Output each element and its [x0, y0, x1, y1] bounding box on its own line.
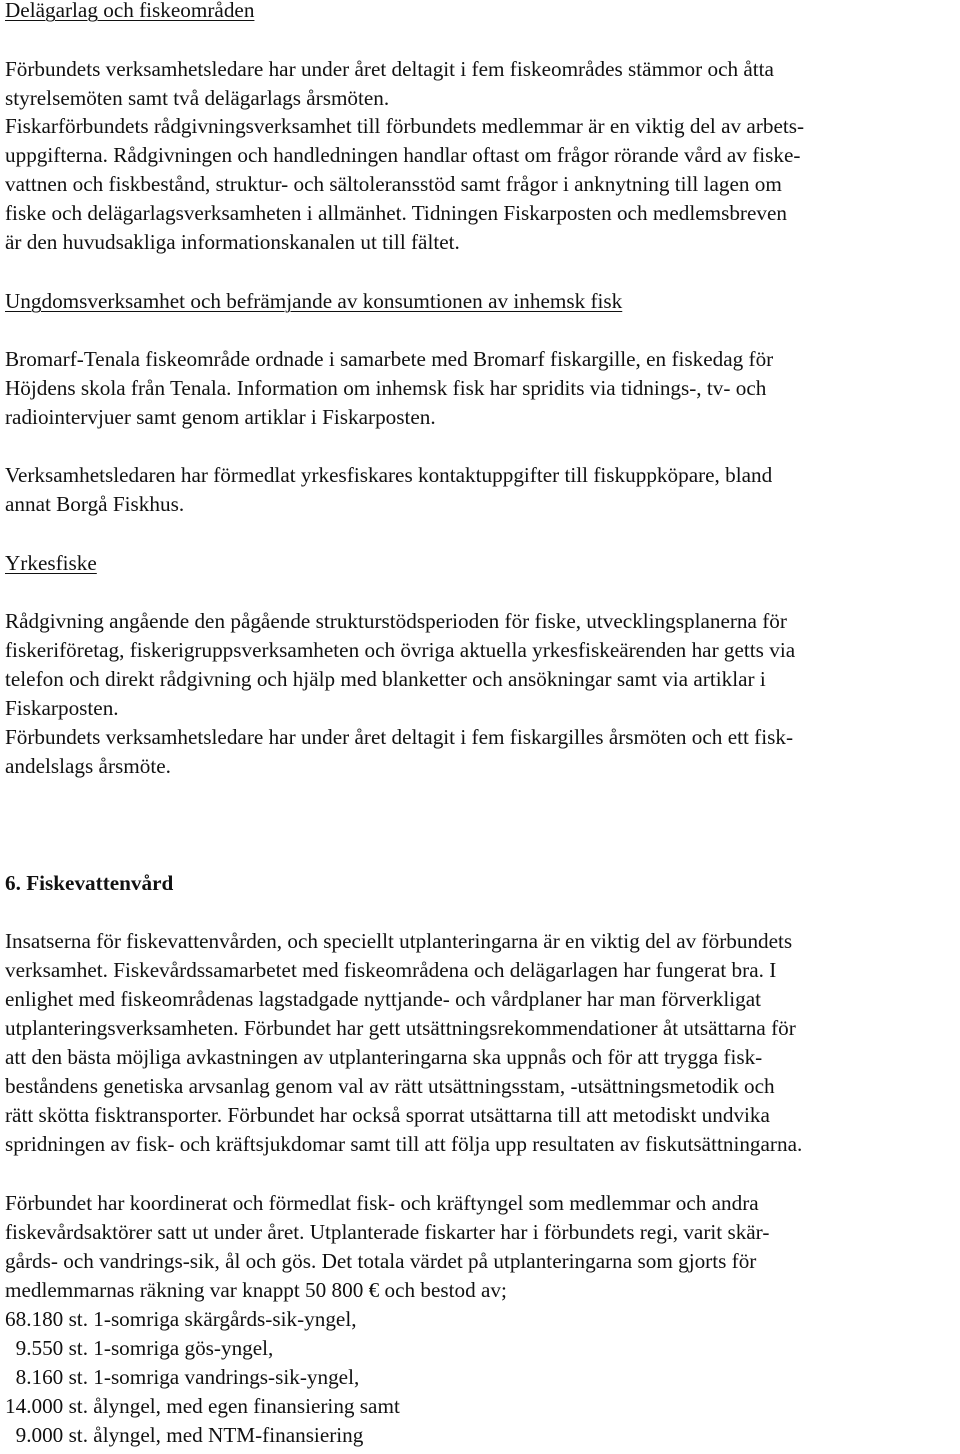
section-heading: Yrkesfiske: [5, 551, 97, 575]
text-line: Bromarf-Tenala fiskeområde ordnade i samarbete med Bromarf fiskargille, en fiskedag för: [5, 347, 774, 371]
text-line: verksamhet. Fiskevårdssamarbetet med fiskeområdena och delägarlagen har fungerat bra. I: [5, 958, 777, 982]
text-line: andelslags årsmöte.: [5, 754, 171, 778]
text-line: medlemmarnas räkning var knappt 50 800 € och bestod av;: [5, 1278, 507, 1302]
text-line: fiske och delägarlagsverksamheten i allmänhet. Tidningen Fiskarposten och medlemsbreven: [5, 201, 787, 225]
text-line: är den huvudsakliga informationskanalen ut till fältet.: [5, 230, 460, 254]
text-line: Fiskarförbundets rådgivningsverksamhet till förbundets medlemmar är en viktig del av arbets-: [5, 114, 805, 138]
text-line: telefon och direkt rådgivning och hjälp med blanketter och ansökningar samt via artiklar i: [5, 667, 766, 691]
text-line: Förbundets verksamhetsledare har under året deltagit i fem fiskargilles årsmöten och ett fisk-: [5, 725, 794, 749]
section-heading: Ungdomsverksamhet och befrämjande av konsumtionen av inhemsk fisk: [5, 289, 623, 313]
text-line: Verksamhetsledaren har förmedlat yrkesfiskares kontaktuppgifter till fiskuppköpare, bland: [5, 463, 773, 487]
section-heading: 6. Fiskevattenvård: [5, 871, 174, 895]
text-line: uppgifterna. Rådgivningen och handledningen handlar oftast om frågor rörande vård av fiske-: [5, 143, 801, 167]
text-line: att den bästa möjliga avkastningen av utplanteringarna ska uppnås och för att trygga fisk-: [5, 1045, 763, 1069]
text-line: 9.000 st. ålyngel, med NTM-finansiering: [5, 1423, 364, 1447]
text-line: gårds- och vandrings-sik, ål och gös. Det totala värdet på utplanteringarna som gjorts för: [5, 1249, 757, 1273]
text-line: spridningen av fisk- och kräftsjukdomar samt till att följa upp resultaten av fiskutsättningarna.: [5, 1132, 803, 1156]
text-line: rätt skötta fisktransporter. Förbundet har också sporrat utsättarna till att metodiskt undvika: [5, 1103, 770, 1127]
text-line: 8.160 st. 1-somriga vandrings-sik-yngel,: [5, 1365, 360, 1389]
text-line: Höjdens skola från Tenala. Information om inhemsk fisk har spridits via tidnings-, tv- och: [5, 376, 767, 400]
text-line: enlighet med fiskeområdenas lagstadgade nyttjande- och vårdplaner har man förverkligat: [5, 987, 761, 1011]
text-line: Rådgivning angående den pågående strukturstödsperioden för fiske, utvecklingsplanerna för: [5, 609, 787, 633]
text-line: 14.000 st. ålyngel, med egen finansiering samt: [5, 1394, 400, 1418]
section-heading: Delägarlag och fiskeområden: [5, 0, 255, 22]
text-line: vattnen och fiskbestånd, struktur- och sältoleransstöd samt frågor i anknytning till lagen om: [5, 172, 782, 196]
text-line: Förbundets verksamhetsledare har under året deltagit i fem fiskeområdes stämmor och åtta: [5, 57, 774, 81]
text-line: radiointervjuer samt genom artiklar i Fiskarposten.: [5, 405, 436, 429]
text-line: fiskeriföretag, fiskerigruppsverksamheten och övriga aktuella yrkesfiskeärenden har getts via: [5, 638, 796, 662]
text-line: beståndens genetiska arvsanlag genom val av rätt utsättningsstam, -utsättningsmetodik och: [5, 1074, 775, 1098]
text-line: Insatserna för fiskevattenvården, och speciellt utplanteringarna är en viktig del av förbundets: [5, 929, 793, 953]
text-line: Fiskarposten.: [5, 696, 119, 720]
text-line: Förbundet har koordinerat och förmedlat fisk- och kräftyngel som medlemmar och andra: [5, 1191, 759, 1215]
text-line: fiskevårdsaktörer satt ut under året. Utplanterade fiskarter har i förbundets regi, varit skär-: [5, 1220, 770, 1244]
text-line: 9.550 st. 1-somriga gös-yngel,: [5, 1336, 274, 1360]
text-line: annat Borgå Fiskhus.: [5, 492, 185, 516]
text-line: 68.180 st. 1-somriga skärgårds-sik-yngel,: [5, 1307, 357, 1331]
text-line: utplanteringsverksamheten. Förbundet har gett utsättningsrekommendationer åt utsättarna för: [5, 1016, 796, 1040]
text-line: styrelsemöten samt två delägarlags årsmöten.: [5, 86, 390, 110]
